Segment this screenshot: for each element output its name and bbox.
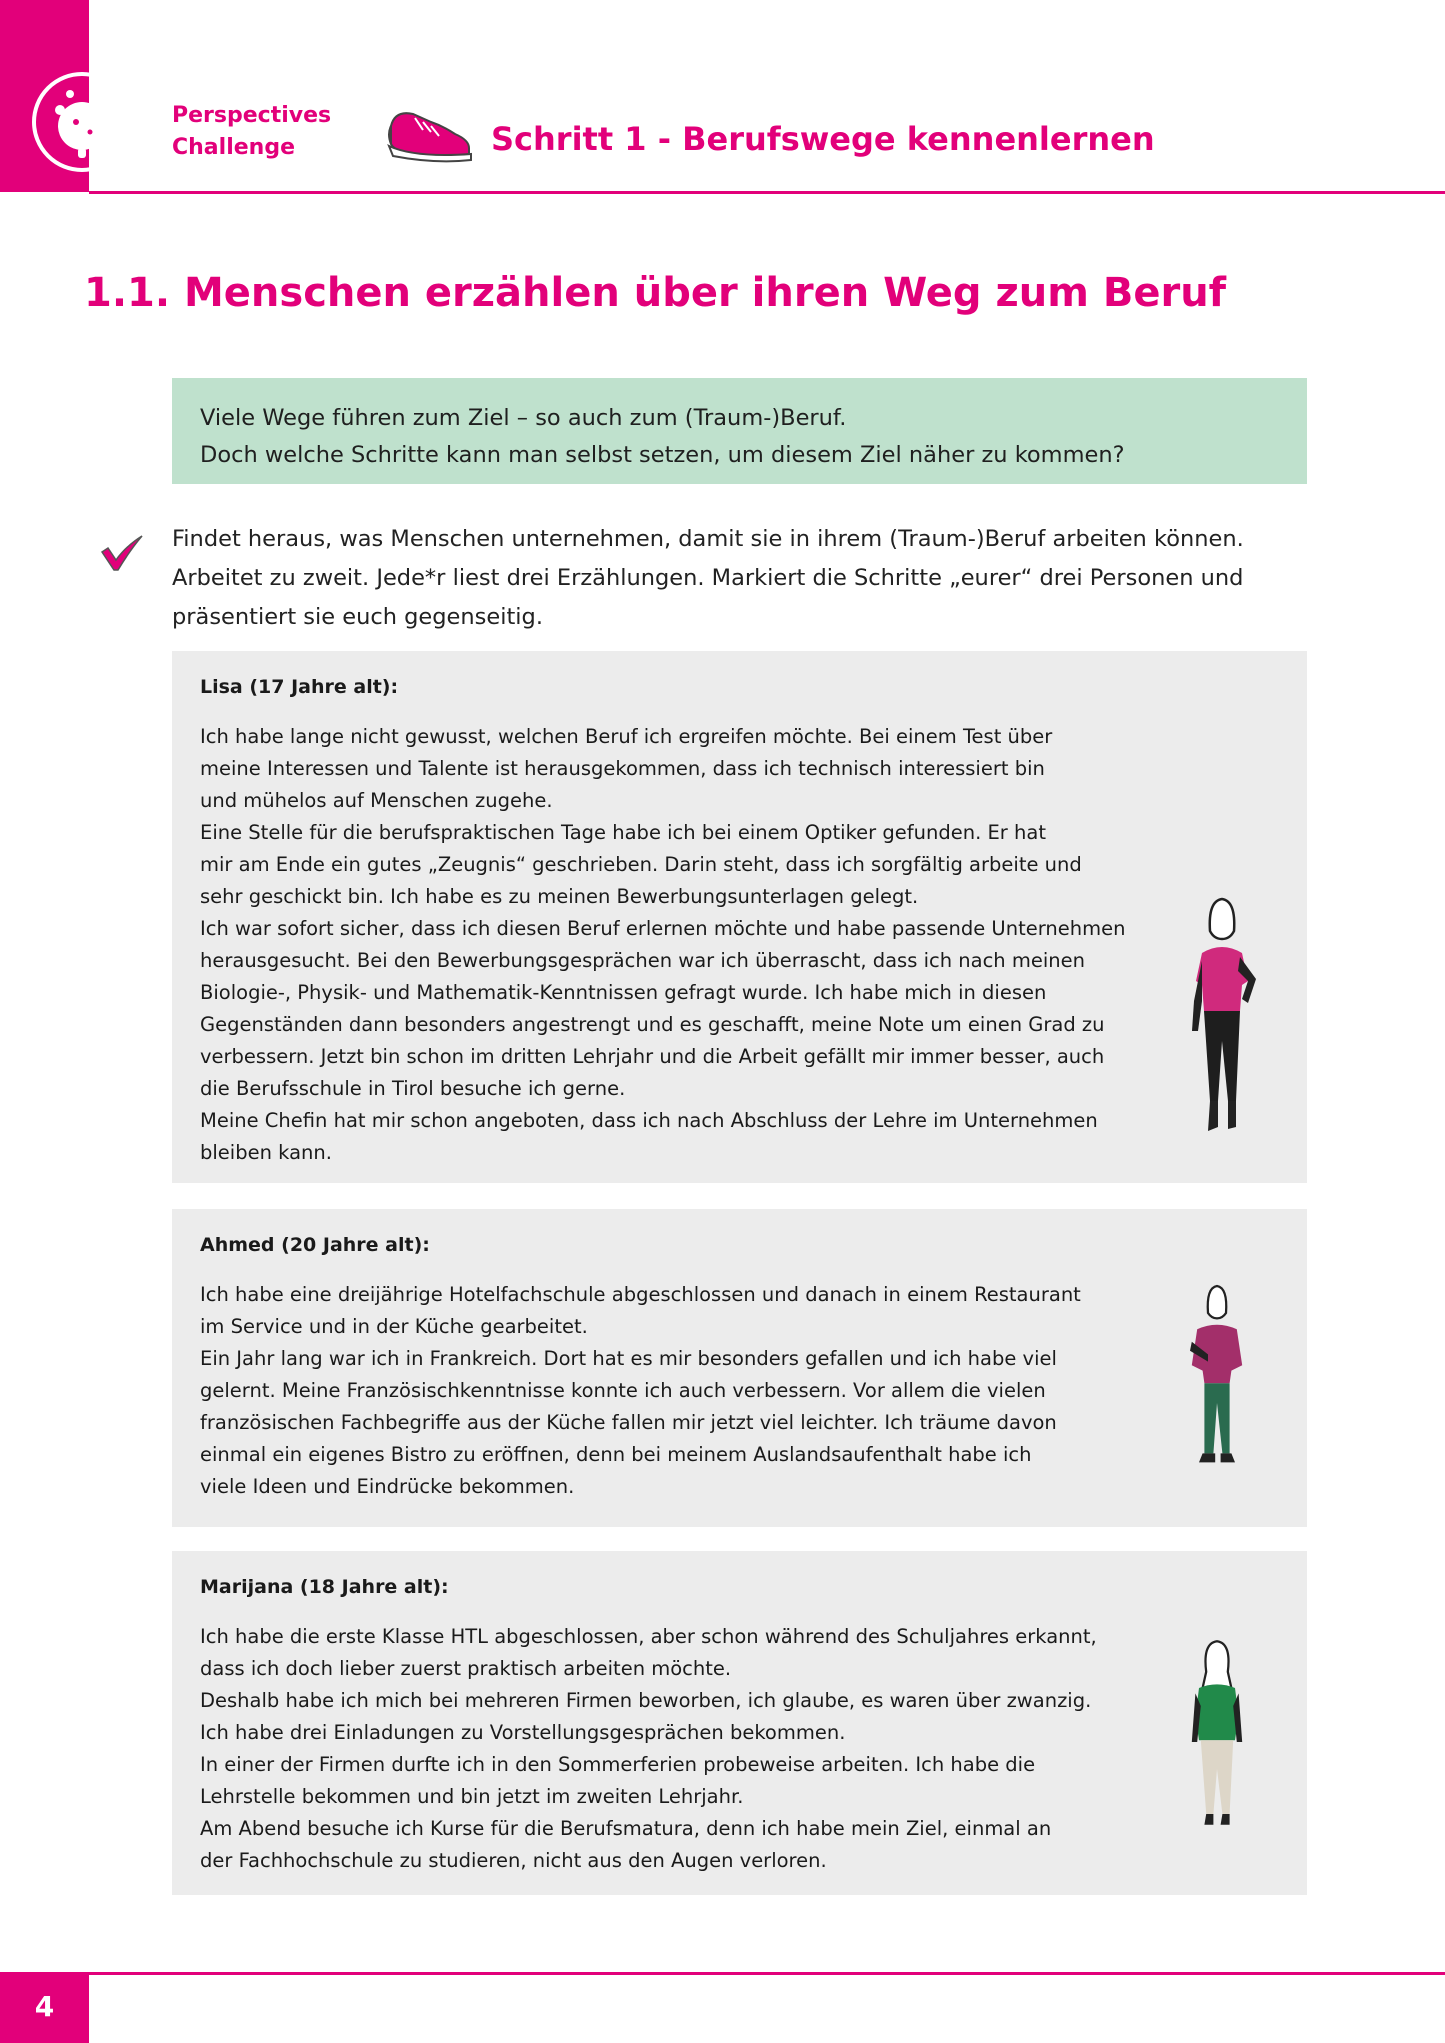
- story-line: Ich war sofort sicher, dass ich diesen Beruf erlernen möchte und habe passende Unternehmen: [200, 917, 1126, 940]
- story-line: dass ich doch lieber zuerst praktisch arbeiten möchte.: [200, 1657, 732, 1680]
- story-text: [200, 1621, 1279, 1877]
- story-line: Ich habe eine dreijährige Hotelfachschule abgeschlossen und danach in einem Restaurant: [200, 1283, 1081, 1306]
- story-name: Lisa (17 Jahre alt):: [200, 676, 399, 698]
- story-line: Ich habe drei Einladungen zu Vorstellungsgesprächen bekommen.: [200, 1721, 846, 1744]
- person-figure-ahmed: [1172, 1269, 1262, 1519]
- brand-name: [172, 100, 331, 164]
- sneaker-icon: [385, 96, 475, 164]
- story-card-marijana: [172, 1551, 1307, 1895]
- task-line: Arbeitet zu zweit. Jede*r liest drei Erzählungen. Markiert die Schritte „eurer“ drei Personen und: [172, 565, 1244, 591]
- story-line: die Berufsschule in Tirol besuche ich gerne.: [200, 1077, 626, 1100]
- section-title: 1.1. Menschen erzählen über ihren Weg zum Beruf: [84, 270, 1227, 316]
- story-line: gelernt. Meine Französischkenntnisse konnte ich auch verbessern. Vor allem die vielen: [200, 1379, 1046, 1402]
- intro-line: Doch welche Schritte kann man selbst setzen, um diesem Ziel näher zu kommen?: [200, 442, 1125, 468]
- story-name: Ahmed (20 Jahre alt):: [200, 1234, 430, 1256]
- story-line: bleiben kann.: [200, 1141, 332, 1164]
- brand-line-2: Challenge: [172, 135, 295, 160]
- task-line: präsentiert sie euch gegenseitig.: [172, 604, 543, 630]
- checkmark-icon: [100, 534, 144, 572]
- step-title: Schritt 1 - Berufswege kennenlernen: [491, 120, 1155, 158]
- story-card-ahmed: [172, 1209, 1307, 1527]
- story-line: einmal ein eigenes Bistro zu eröffnen, denn bei meinem Auslandsaufenthalt habe ich: [200, 1443, 1032, 1466]
- person-figure-marijana: [1172, 1621, 1262, 1881]
- story-line: viele Ideen und Eindrücke bekommen.: [200, 1475, 575, 1498]
- story-line: Deshalb habe ich mich bei mehreren Firmen beworben, ich glaube, es waren über zwanzig.: [200, 1689, 1092, 1712]
- header-divider: [89, 191, 1445, 194]
- story-line: Biologie-, Physik- und Mathematik-Kenntnissen gefragt wurde. Ich habe mich in diesen: [200, 981, 1047, 1004]
- story-line: Meine Chefin hat mir schon angeboten, dass ich nach Abschluss der Lehre im Unternehmen: [200, 1109, 1098, 1132]
- story-line: Gegenständen dann besonders angestrengt und es geschafft, meine Note um einen Grad zu: [200, 1013, 1105, 1036]
- story-line: mir am Ende ein gutes „Zeugnis“ geschrieben. Darin steht, dass ich sorgfältig arbeite und: [200, 853, 1082, 876]
- intro-line: Viele Wege führen zum Ziel – so auch zum (Traum-)Beruf.: [200, 405, 847, 431]
- story-line: Ein Jahr lang war ich in Frankreich. Dort hat es mir besonders gefallen und ich habe viel: [200, 1347, 1057, 1370]
- brand-line-1: Perspectives: [172, 103, 332, 128]
- story-line: meine Interessen und Talente ist herausgekommen, dass ich technisch interessiert bin: [200, 757, 1045, 780]
- story-line: sehr geschickt bin. Ich habe es zu meinen Bewerbungsunterlagen gelegt.: [200, 885, 919, 908]
- story-line: verbessern. Jetzt bin schon im dritten Lehrjahr und die Arbeit gefällt mir immer besser, auch: [200, 1045, 1105, 1068]
- story-line: französischen Fachbegriffe aus der Küche fallen mir jetzt viel leichter. Ich träume davon: [200, 1411, 1057, 1434]
- task-line: Findet heraus, was Menschen unternehmen, damit sie in ihrem (Traum-)Beruf arbeiten können.: [172, 526, 1244, 552]
- story-line: Eine Stelle für die berufspraktischen Tage habe ich bei einem Optiker gefunden. Er hat: [200, 821, 1046, 844]
- page-number: 4: [34, 1990, 55, 2023]
- story-line: Ich habe die erste Klasse HTL abgeschlossen, aber schon während des Schuljahres erkannt,: [200, 1625, 1097, 1648]
- story-line: Am Abend besuche ich Kurse für die Berufsmatura, denn ich habe mein Ziel, einmal an: [200, 1817, 1052, 1840]
- task-instructions: [172, 520, 1312, 637]
- intro-box: [172, 378, 1307, 484]
- story-line: In einer der Firmen durfte ich in den Sommerferien probeweise arbeiten. Ich habe die: [200, 1753, 1036, 1776]
- story-text: [200, 721, 1279, 1169]
- story-line: Ich habe lange nicht gewusst, welchen Beruf ich ergreifen möchte. Bei einem Test über: [200, 725, 1053, 748]
- story-name: Marijana (18 Jahre alt):: [200, 1576, 449, 1598]
- story-card-lisa: [172, 651, 1307, 1183]
- story-line: Lehrstelle bekommen und bin jetzt im zweiten Lehrjahr.: [200, 1785, 744, 1808]
- story-line: herausgesucht. Bei den Bewerbungsgesprächen war ich überrascht, dass ich nach meinen: [200, 949, 1085, 972]
- story-line: im Service und in der Küche gearbeitet.: [200, 1315, 588, 1338]
- story-line: der Fachhochschule zu studieren, nicht aus den Augen verloren.: [200, 1849, 827, 1872]
- story-line: und mühelos auf Menschen zugehe.: [200, 789, 553, 812]
- story-text: [200, 1279, 1279, 1503]
- globe-logo-icon: [30, 70, 134, 174]
- person-figure-lisa: [1172, 891, 1272, 1181]
- footer-divider: [89, 1972, 1445, 1975]
